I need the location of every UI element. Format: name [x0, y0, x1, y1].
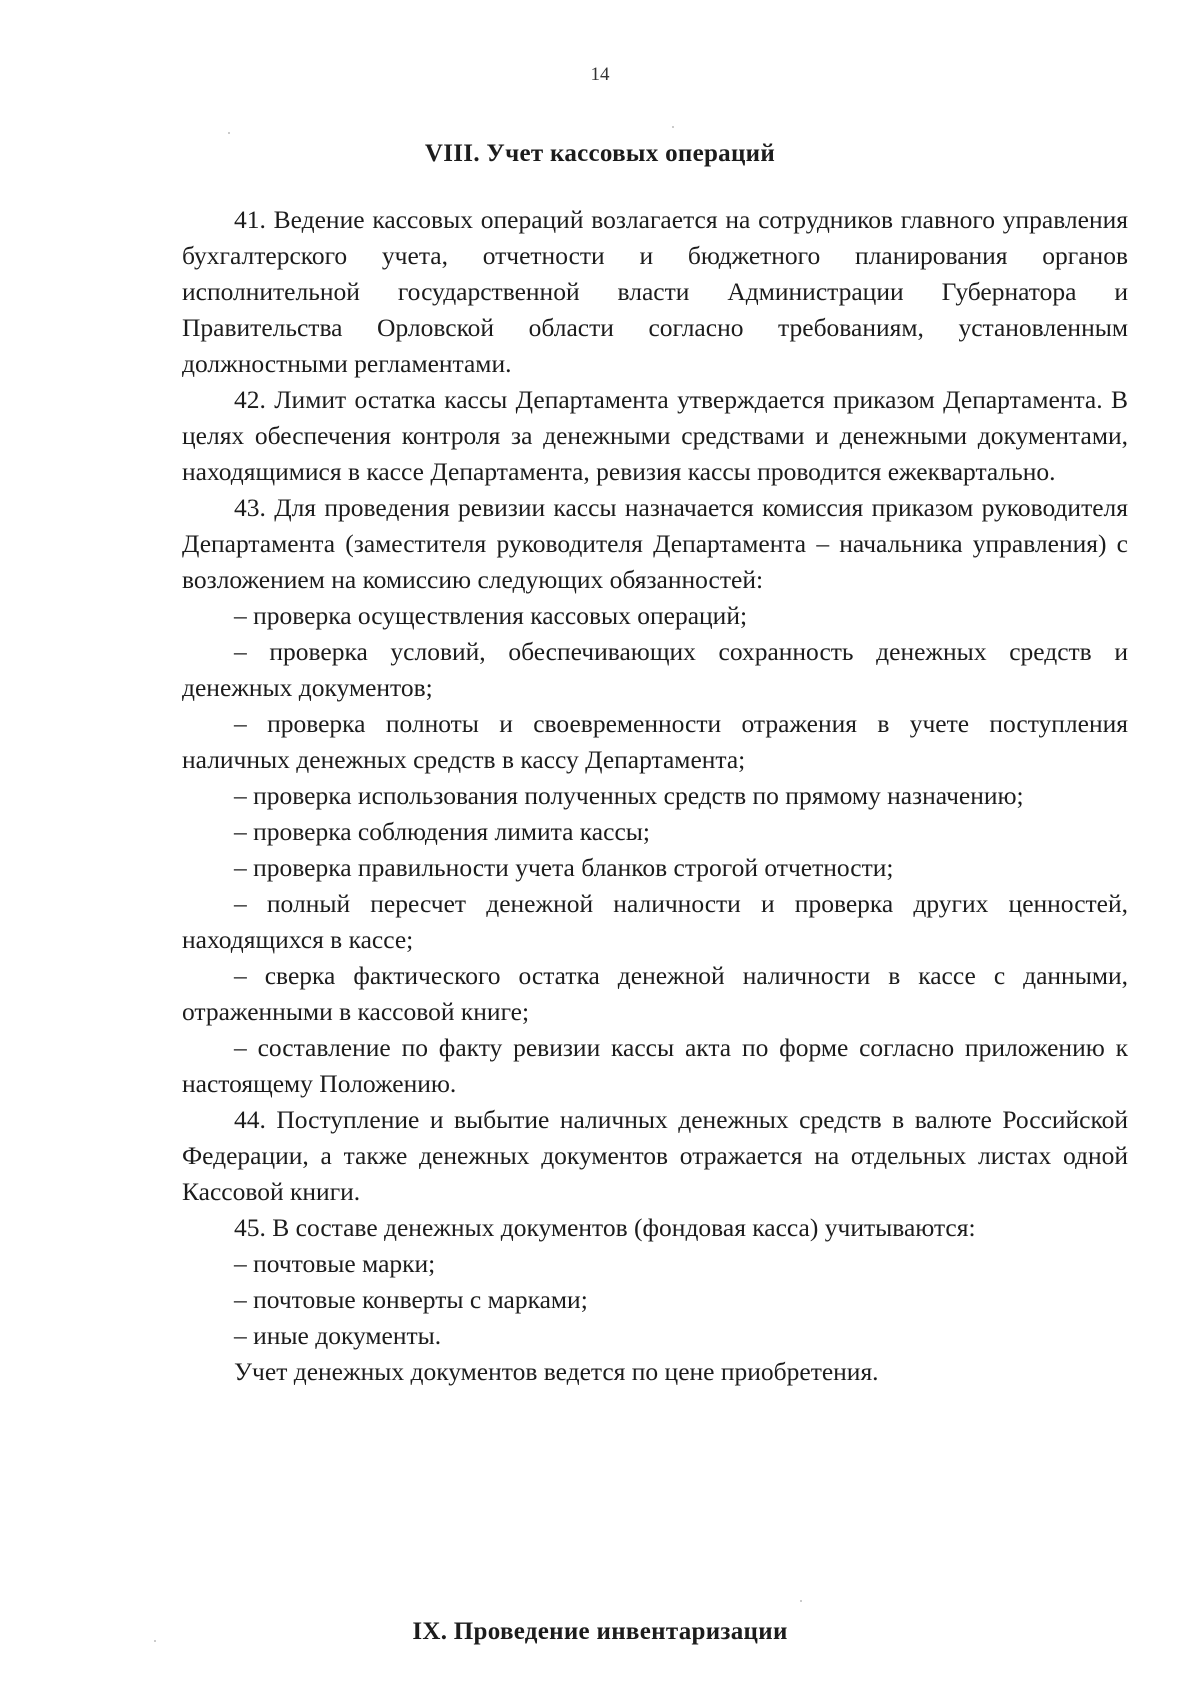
duty-item: – полный пересчет денежной наличности и проверка других ценностей, находящихся в кассе;: [182, 889, 1128, 954]
paragraph-45: 45. В составе денежных документов (фондовая касса) учитываются:: [234, 1213, 976, 1242]
document-type-item: – почтовые марки;: [234, 1249, 436, 1278]
page-number: 14: [590, 64, 610, 85]
paragraph-44: 44. Поступление и выбытие наличных денежных средств в валюте Российской Федерации, а также денежных документов отражается на отдельных листах одной Кассовой книги.: [182, 1105, 1128, 1206]
duty-item: – проверка использования полученных средств по прямому назначению;: [234, 781, 1024, 810]
duty-item: – проверка полноты и своевременности отражения в учете поступления наличных денежных средств в кассу Департамента;: [182, 709, 1128, 774]
paragraph-43: 43. Для проведения ревизии кассы назначается комиссия приказом руководителя Департамента (заместителя руководителя Департамента – начальника управления) с возложением на комиссию следующих обязанностей:: [182, 493, 1128, 594]
paragraph-41: 41. Ведение кассовых операций возлагается на сотрудников главного управления бухгалтерского учета, отчетности и бюджетного планирования органов исполнительной государственной власти Администрации Губернатора и Правительства Орловской области согласно требованиям, установленным должностными регламентами.: [182, 205, 1128, 378]
document-type-item: – почтовые конверты с марками;: [234, 1285, 588, 1314]
duty-item: – составление по факту ревизии кассы акта по форме согласно приложению к настоящему Положению.: [182, 1033, 1128, 1098]
duty-item: – проверка соблюдения лимита кассы;: [234, 817, 650, 846]
scan-speck: [154, 1640, 156, 1642]
scan-speck: [228, 132, 230, 134]
closing-paragraph: Учет денежных документов ведется по цене приобретения.: [234, 1357, 879, 1386]
section-8-title: VIII. Учет кассовых операций: [424, 140, 776, 167]
scan-speck: [672, 126, 674, 128]
duty-item: – проверка условий, обеспечивающих сохранность денежных средств и денежных документов;: [182, 637, 1128, 702]
scan-speck: [800, 1600, 802, 1602]
section-9-title: IX. Проведение инвентаризации: [412, 1618, 788, 1645]
paragraph-42: 42. Лимит остатка кассы Департамента утверждается приказом Департамента. В целях обеспечения контроля за денежными средствами и денежными документами, находящимися в кассе Департамента, ревизия кассы проводится ежеквартально.: [182, 385, 1128, 486]
duty-item: – сверка фактического остатка денежной наличности в кассе с данными, отраженными в кассовой книге;: [182, 961, 1128, 1026]
duty-item: – проверка осуществления кассовых операций;: [234, 601, 748, 630]
document-type-item: – иные документы.: [234, 1321, 442, 1350]
section-8-body: [182, 202, 1128, 1390]
duty-item: – проверка правильности учета бланков строгой отчетности;: [234, 853, 894, 882]
